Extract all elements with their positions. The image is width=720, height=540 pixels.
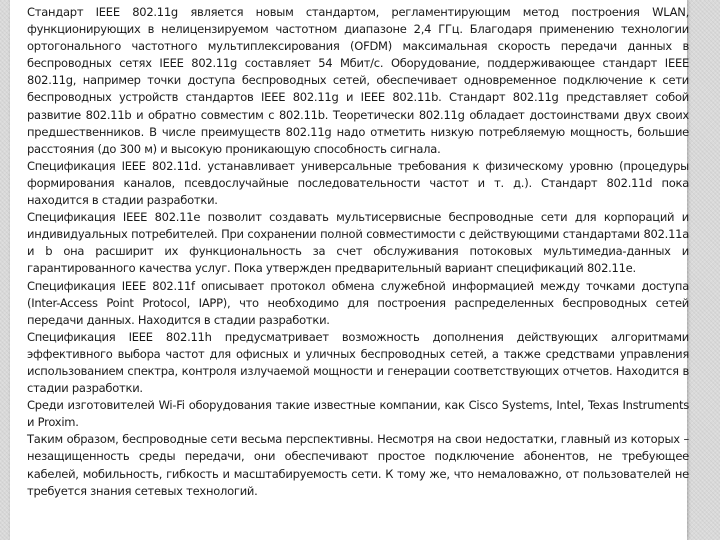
paragraph-802-11d: Спецификация IEEE 802.11d. устанавливает универсальные требования к физическому уровню (процедуры формирования каналов, псевдослучайные последовательности частот и т. д.). Стандарт 802.11d пока находится в стадии разработки. xyxy=(27,158,689,208)
paragraph-802-11g: Стандарт IEEE 802.11g является новым стандартом, регламентирующим метод построения WLAN, функционирующих в нелицензируемом частотном диапазоне 2,4 ГГц. Благодаря применению технологии ортогонального частотного мультиплексирования (OFDM) максимальная скорость передачи данных в беспроводных сетях IEEE 802.11g составляет 54 Мбит/с. Оборудование, поддерживающее стандарт IEEE 802.11g, например точки доступа беспроводных сетей, обеспечивает одновременное подключение к сети беспроводных устройств стандартов IEEE 802.11g и IEEE 802.11b. Стандарт 802.11g представляет собой развитие 802.11b и обратно совместим с 802.11b. Теоретически 802.11g обладает достоинствами двух своих предшественников. В числе преимуществ 802.11g надо отметить низкую потребляемую мощность, большие расстояния (до 300 м) и высокую проникающую способность сигнала. xyxy=(27,5,689,156)
paragraph-manufacturers: Среди изготовителей Wi-Fi оборудования такие известные компании, как Cisco Systems, Intel, Texas Instruments и Proxim. xyxy=(27,398,689,430)
paragraph-802-11h: Спецификация IEEE 802.11h предусматривает возможность дополнения действующих алгоритмами эффективного выбора частот для офисных и уличных беспроводных сетей, а также средствами управления использованием спектра, контроля излучаемой мощности и генерации соответствующих отчетов. Находится в стадии разработки. xyxy=(27,329,689,396)
paragraph-802-11f: Спецификация IEEE 802.11f описывает протокол обмена служебной информацией между точками доступа (Inter-Access Point Protocol, IAPP), что необходимо для построения распределенных беспроводных сетей передачи данных. Находится в стадии разработки. xyxy=(27,278,689,327)
document-body xyxy=(27,4,689,500)
paragraph-conclusion: Таким образом, беспроводные сети весьма перспективны. Несмотря на свои недостатки, главный из которых – незащищенность среды передачи, они обеспечивают простое подключение абонентов, не требующее кабелей, мобильность, гибкость и масштабируемость сети. К тому же, что немаловажно, от пользователей не требуется знания сетевых технологий. xyxy=(27,432,689,498)
paragraph-802-11e: Спецификация IEEE 802.11e позволит создавать мультисервисные беспроводные сети для корпораций и индивидуальных потребителей. При сохранении полной совместимости с действующими стандартами 802.11a и b она расширит их функциональность за счет обслуживания потоковых мультимедиа-данных и гарантированного качества услуг. Пока утвержден предварительный вариант спецификаций 802.11e. xyxy=(27,210,689,276)
text-panel xyxy=(10,0,687,540)
